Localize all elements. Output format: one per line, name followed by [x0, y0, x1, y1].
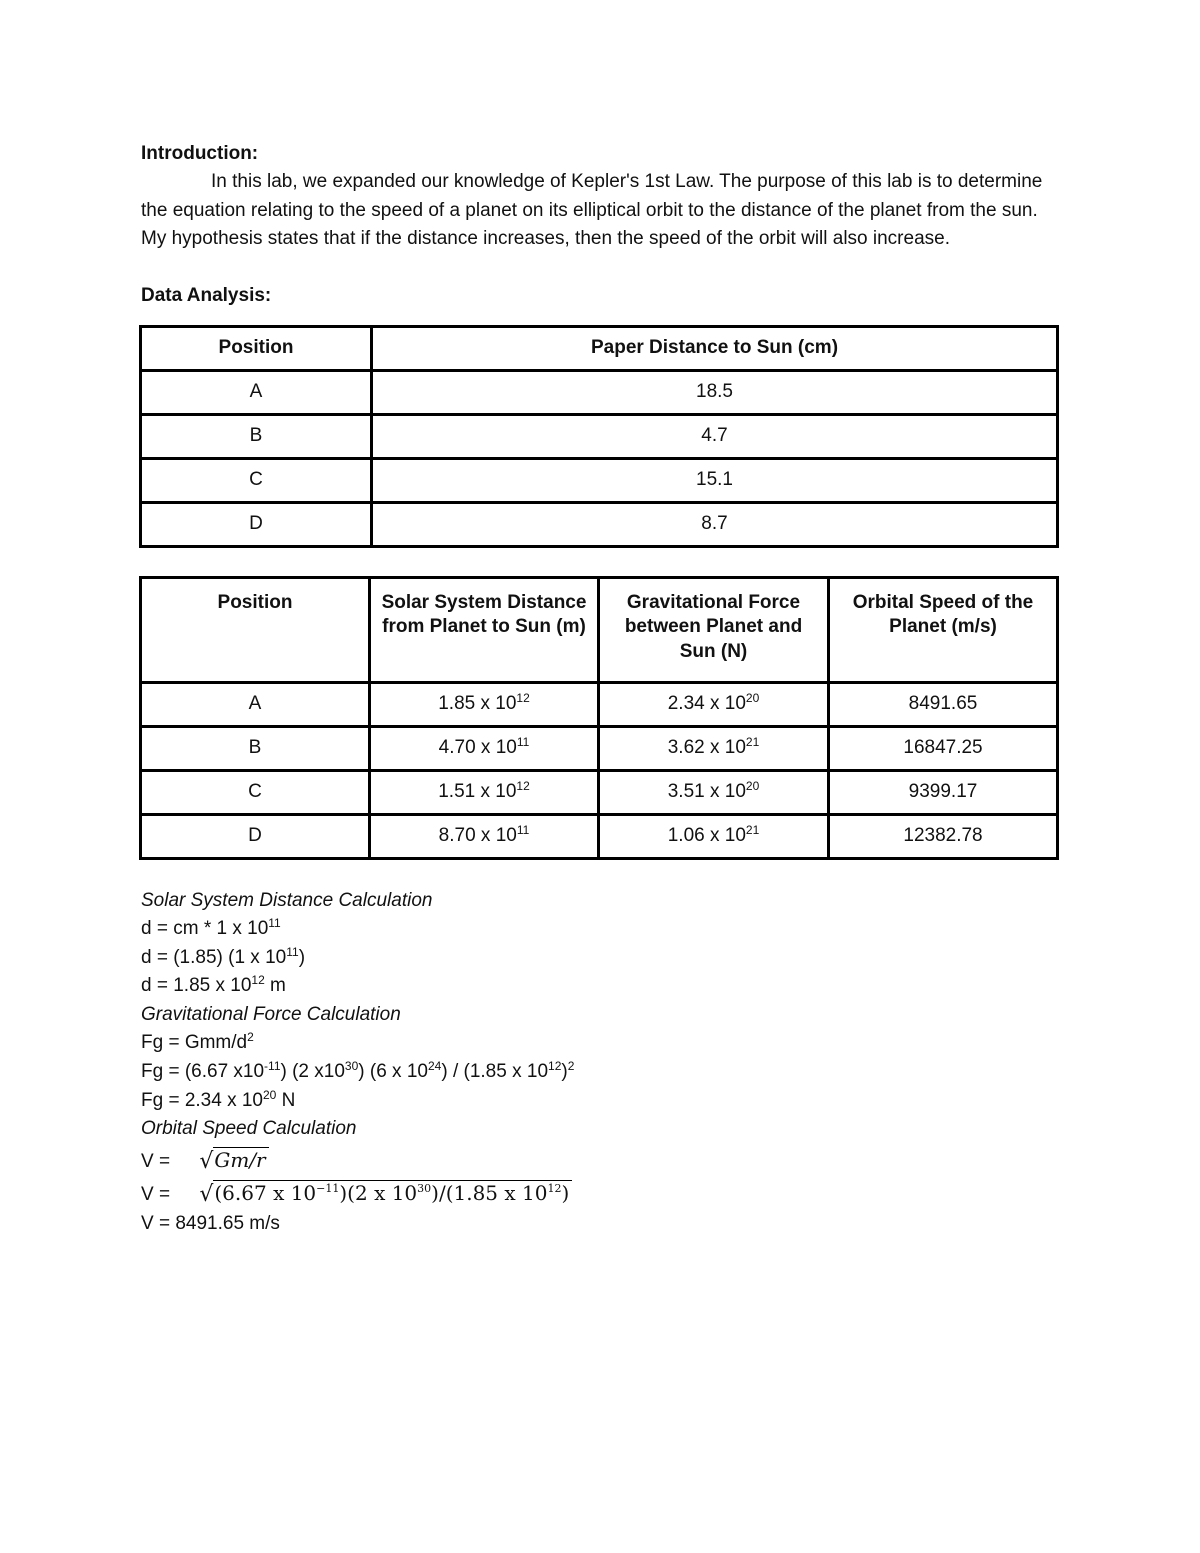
- distance-result: d = 1.85 x $10^{12}$ m: [141, 973, 286, 997]
- header-position: Position: [141, 577, 370, 682]
- cell-position: B: [141, 414, 372, 458]
- cell-solar-distance: 1.85 x $10^{12}$: [370, 682, 599, 726]
- solar-system-table: [139, 576, 1059, 860]
- header-position: Position: [141, 326, 372, 370]
- cell-gravitational-force: 3.51 x $10^{20}$: [599, 770, 829, 814]
- table-row: [141, 458, 1058, 502]
- cell-position: A: [141, 682, 370, 726]
- table-header-row: [141, 326, 1058, 370]
- speed-calc-title: Orbital Speed Calculation: [141, 1118, 357, 1140]
- distance-formula: d = cm * 1 x $10^{11}$: [141, 916, 281, 940]
- cell-gravitational-force: 2.34 x $10^{20}$: [599, 682, 829, 726]
- introduction-paragraph: In this lab, we expanded our knowledge of Kepler's 1st Law. The purpose of this lab is to determine the equation relating to the speed of a planet on its elliptical orbit to the distance of the planet from the sun. My hypothesis states that if the distance increases, then the speed of the orbit will also increase.: [141, 171, 1043, 249]
- table-row: [141, 502, 1058, 546]
- header-gravitational-force: Gravitational Force between Planet and Sun (N): [599, 577, 829, 682]
- cell-gravitational-force: 3.62 x $10^{21}$: [599, 726, 829, 770]
- table-row: [141, 414, 1058, 458]
- square-root-expression: √Gm/r: [199, 1144, 268, 1178]
- cell-position: A: [141, 370, 372, 414]
- radical-icon: √: [199, 1181, 214, 1207]
- cell-paper-distance: 15.1: [372, 458, 1058, 502]
- cell-position: C: [141, 458, 372, 502]
- document-page: [141, 140, 1059, 1238]
- cell-orbital-speed: 12382.78: [829, 814, 1058, 858]
- force-substitution: Fg = (6.67 $x10^{-11}$) (2 $x10^{30}$) (6 x $10^{24}) / (1.85$ x $10^{12})^2$: [141, 1059, 575, 1083]
- cell-paper-distance: 8.7: [372, 502, 1058, 546]
- header-orbital-speed: Orbital Speed of the Planet (m/s): [829, 577, 1058, 682]
- cell-paper-distance: 4.7: [372, 414, 1058, 458]
- force-formula: Fg = Gmm/$d^2$: [141, 1030, 254, 1054]
- radical-icon: √: [199, 1148, 214, 1174]
- speed-result: V = 8491.65 m/s: [141, 1212, 280, 1234]
- speed-formula: V = √Gm/r: [141, 1144, 1059, 1177]
- table-row: [141, 814, 1058, 858]
- introduction-heading: Introduction:: [141, 143, 259, 164]
- square-root-expression: √(6.67 x $10^{-11})(2$ x $10^{30})/(1.85$ x $10^{12}$): [199, 1177, 572, 1211]
- table-row: [141, 770, 1058, 814]
- cell-position: D: [141, 502, 372, 546]
- calculations-section: [141, 887, 1059, 1239]
- header-paper-distance: Paper Distance to Sun (cm): [372, 326, 1058, 370]
- cell-solar-distance: 8.70 x $10^{11}$: [370, 814, 599, 858]
- force-calc-title: Gravitational Force Calculation: [141, 1003, 401, 1025]
- data-analysis-heading: Data Analysis:: [141, 284, 272, 306]
- cell-position: B: [141, 726, 370, 770]
- speed-substitution: V = √(6.67 x $10^{-11})(2$ x $10^{30})/(1.85$ x $10^{12}$): [141, 1177, 1059, 1210]
- table-row: [141, 682, 1058, 726]
- paper-distance-table: [139, 325, 1059, 548]
- force-result: Fg = 2.34 x $10^{20}$ N: [141, 1087, 296, 1111]
- cell-position: D: [141, 814, 370, 858]
- table-row: [141, 726, 1058, 770]
- cell-solar-distance: 4.70 x $10^{11}$: [370, 726, 599, 770]
- cell-orbital-speed: 8491.65: [829, 682, 1058, 726]
- cell-paper-distance: 18.5: [372, 370, 1058, 414]
- cell-gravitational-force: 1.06 x $10^{21}$: [599, 814, 829, 858]
- cell-position: C: [141, 770, 370, 814]
- distance-calc-title: Solar System Distance Calculation: [141, 889, 433, 911]
- table-header-row: [141, 577, 1058, 682]
- cell-orbital-speed: 9399.17: [829, 770, 1058, 814]
- cell-solar-distance: 1.51 x $10^{12}$: [370, 770, 599, 814]
- header-solar-distance: Solar System Distance from Planet to Sun (m): [370, 577, 599, 682]
- table-row: [141, 370, 1058, 414]
- distance-substitution: d = (1.85) (1 x $10^{11}$): [141, 944, 306, 968]
- cell-orbital-speed: 16847.25: [829, 726, 1058, 770]
